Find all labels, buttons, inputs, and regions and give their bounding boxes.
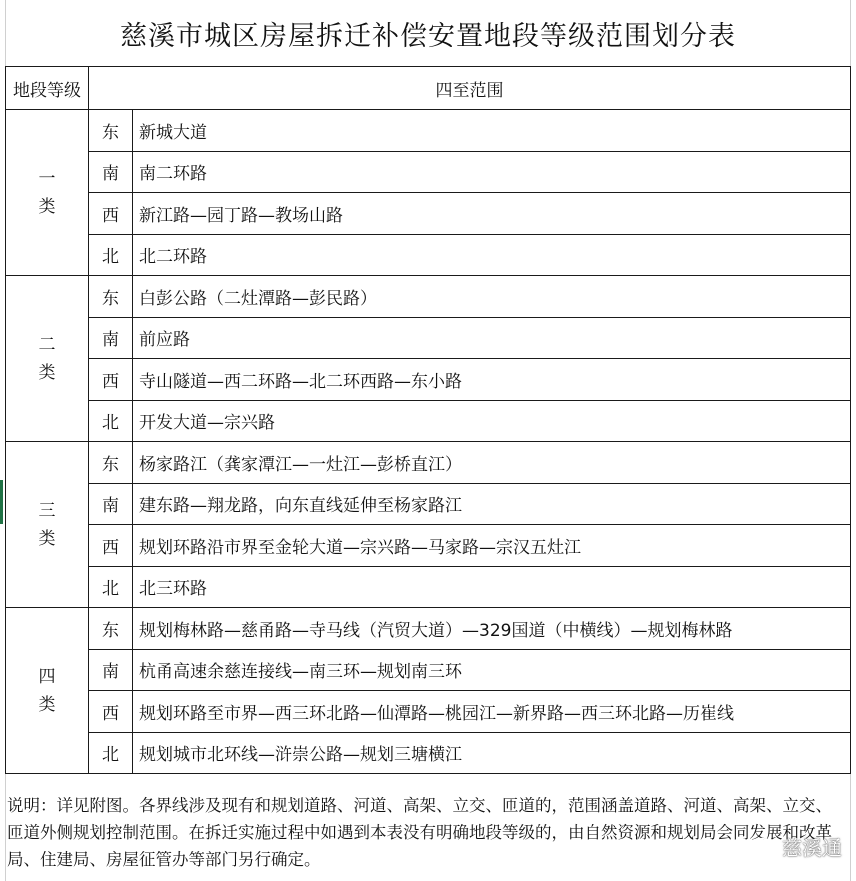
direction-cell[interactable]: 北 <box>89 234 133 276</box>
grade-label-top: 三 <box>38 500 56 521</box>
table-row <box>6 317 851 359</box>
table-row <box>6 442 851 484</box>
direction-cell[interactable]: 东 <box>89 110 133 152</box>
direction-cell[interactable]: 东 <box>89 276 133 318</box>
direction-cell[interactable]: 南 <box>89 317 133 359</box>
boundary-road-cell[interactable]: 南二环路 <box>133 151 851 193</box>
direction-cell[interactable]: 南 <box>89 649 133 691</box>
table-body <box>6 110 851 774</box>
grade-cell[interactable] <box>6 608 89 774</box>
grade-cell[interactable] <box>6 276 89 442</box>
table-row <box>6 151 851 193</box>
direction-cell[interactable]: 南 <box>89 151 133 193</box>
boundary-road-cell[interactable]: 规划环路至市界—西三环北路—仙潭路—桃园江—新界路—西三环北路—历崔线 <box>133 691 851 733</box>
boundary-road-cell[interactable]: 规划城市北环线—浒崇公路—规划三塘横江 <box>133 732 851 774</box>
wechat-icon <box>752 837 778 857</box>
grade-label-top: 四 <box>38 666 56 687</box>
direction-cell[interactable]: 西 <box>89 525 133 567</box>
grade-label-top: 一 <box>38 168 56 189</box>
boundary-road-cell[interactable]: 北三环路 <box>133 566 851 608</box>
table-row <box>6 649 851 691</box>
grade-label-bottom: 类 <box>38 694 56 715</box>
grade-cell[interactable] <box>6 110 89 276</box>
direction-cell[interactable]: 西 <box>89 193 133 235</box>
table-row <box>6 566 851 608</box>
table-header-row <box>6 67 851 110</box>
watermark-text: 慈溪通 <box>782 836 842 860</box>
direction-cell[interactable]: 东 <box>89 608 133 650</box>
grade-range-table <box>5 66 851 774</box>
page-title: 慈溪市城区房屋拆迁补偿安置地段等级范围划分表 <box>120 20 736 52</box>
table-row <box>6 110 851 152</box>
boundary-road-cell[interactable]: 白彭公路（二灶潭路—彭民路） <box>133 276 851 318</box>
table-row <box>6 400 851 442</box>
direction-cell[interactable]: 西 <box>89 359 133 401</box>
direction-cell[interactable]: 南 <box>89 483 133 525</box>
direction-cell[interactable]: 北 <box>89 566 133 608</box>
watermark <box>752 832 842 861</box>
header-grade[interactable]: 地段等级 <box>6 67 89 110</box>
direction-cell[interactable]: 北 <box>89 400 133 442</box>
boundary-road-cell[interactable]: 杨家路江（龚家潭江—一灶江—彭桥直江） <box>133 442 851 484</box>
row-selection-marker <box>0 480 3 524</box>
boundary-road-cell[interactable]: 规划环路沿市界至金轮大道—宗兴路—马家路—宗汉五灶江 <box>133 525 851 567</box>
direction-cell[interactable]: 北 <box>89 732 133 774</box>
boundary-road-cell[interactable]: 规划梅林路—慈甬路—寺马线（汽贸大道）—329国道（中横线）—规划梅林路 <box>133 608 851 650</box>
table-row <box>6 234 851 276</box>
table-row <box>6 359 851 401</box>
header-range[interactable]: 四至范围 <box>89 67 851 110</box>
boundary-road-cell[interactable]: 杭甬高速余慈连接线—南三环—规划南三环 <box>133 649 851 691</box>
boundary-road-cell[interactable]: 建东路—翔龙路，向东直线延伸至杨家路江 <box>133 483 851 525</box>
table-row <box>6 276 851 318</box>
table-row <box>6 691 851 733</box>
direction-cell[interactable]: 东 <box>89 442 133 484</box>
grade-label-top: 二 <box>38 334 56 355</box>
direction-cell[interactable]: 西 <box>89 691 133 733</box>
spreadsheet-sheet <box>5 0 851 881</box>
table-row <box>6 608 851 650</box>
boundary-road-cell[interactable]: 前应路 <box>133 317 851 359</box>
note-text: 说明：详见附图。各界线涉及现有和规划道路、河道、高架、立交、匝道的，范围涵盖道路、河道、高架、立交、匝道外侧规划控制范围。在拆迁实施过程中如遇到本表没有明确地段等级的，由自然资源和规划局会同发展和改革局、住建局、房屋征管办等部门另行确定。 <box>7 796 832 869</box>
boundary-road-cell[interactable]: 寺山隧道—西二环路—北二环西路—东小路 <box>133 359 851 401</box>
table-row <box>6 732 851 774</box>
grade-cell[interactable] <box>6 442 89 608</box>
grade-label-bottom: 类 <box>38 362 56 383</box>
boundary-road-cell[interactable]: 北二环路 <box>133 234 851 276</box>
grade-label-bottom: 类 <box>38 528 56 549</box>
boundary-road-cell[interactable]: 新城大道 <box>133 110 851 152</box>
table-row <box>6 525 851 567</box>
table-row <box>6 483 851 525</box>
boundary-road-cell[interactable]: 新江路—园丁路—教场山路 <box>133 193 851 235</box>
boundary-road-cell[interactable]: 开发大道—宗兴路 <box>133 400 851 442</box>
grade-label-bottom: 类 <box>38 196 56 217</box>
table-row <box>6 193 851 235</box>
